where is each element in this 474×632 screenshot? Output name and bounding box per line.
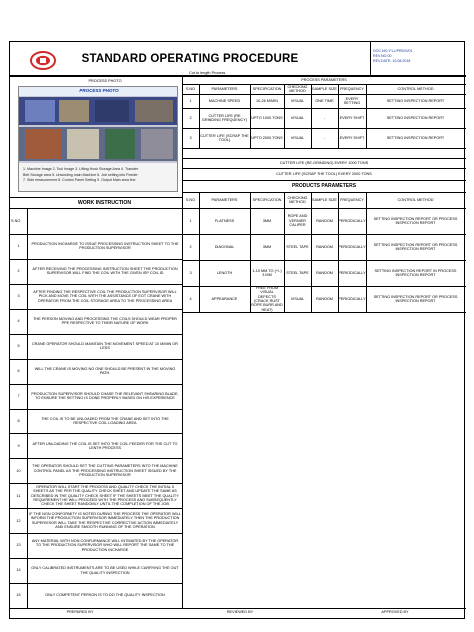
- product-param-cell: PERIODICALLY: [338, 244, 366, 249]
- grid-line: [250, 192, 251, 312]
- work-instruction-step-text: AFTER FINDING THE RESPECTIVE COIL THE PRODUCTION SUPERVISOR WILL PICK AND MOVE THE COIL WITH THE ASSISTANCE OF EOT CRANE WITH OPERATOR FROM THE COIL STORAGE AREA TO THE PROCESSING AREA: [33, 289, 177, 303]
- process-param-header: CHECKING METHOD: [287, 84, 308, 93]
- grid-line: [338, 192, 339, 312]
- grid-line: [10, 208, 182, 209]
- product-param-cell: RANDOM: [316, 270, 333, 275]
- process-param-cell: 2: [189, 115, 192, 120]
- work-instruction-step-number: 10: [16, 468, 21, 473]
- work-instruction-step-number: 3: [17, 294, 20, 299]
- process-param-cell: MACHINE SPEED: [208, 98, 241, 103]
- work-instruction-title: WORK INSTRUCTION: [77, 199, 132, 206]
- document-info: [370, 42, 466, 76]
- work-instruction-step-number: 4: [17, 319, 20, 324]
- grid-line: [366, 192, 367, 312]
- process-param-cell: UPTO 1000 TONS: [251, 115, 283, 120]
- work-instruction-step-text: CRANE OPERATOR SHOULD MAINTAIN THE MOVEMENT SPEED AT 10 M/MIN OR LESS: [31, 341, 179, 351]
- grid-line: [311, 84, 312, 148]
- product-param-cell: SETTING INSPECTION REPORT IN PROCESS INSPECTION REPORT: [374, 268, 457, 277]
- process-param-header: FREQUENCY: [340, 86, 364, 91]
- work-instruction-step-number: 8: [17, 418, 20, 423]
- grid-line: [250, 84, 251, 148]
- product-param-header: CHECKING METHOD: [287, 195, 308, 204]
- process-param-cell: CUTTER LIFE (RE GRINDING FREQUENCY): [201, 113, 248, 122]
- grid-line: [338, 84, 339, 148]
- process-param-cell: VISUAL: [290, 135, 305, 140]
- process-param-cell: 3: [189, 135, 192, 140]
- process-photo: [18, 86, 178, 192]
- process-param-header: CONTROL METHOD: [397, 86, 434, 91]
- product-param-cell: 2: [189, 244, 192, 249]
- process-param-cell: -: [323, 115, 326, 120]
- process-photo-label: PROCESS PHOTO: [88, 78, 122, 83]
- page-title: STANDARD OPERATING PROCEDURE: [10, 42, 370, 76]
- work-instruction-step-text: PRODUCTION INCHARGE TO ISSUE PROCESSING INSTRUCTION SHEET TO THE PRODUCTION SUPERVISOR: [31, 242, 179, 251]
- work-instruction-step-number: 12: [16, 518, 21, 523]
- revision-number: REV.NO:00: [373, 54, 392, 58]
- work-instruction-step-text: OPERATOR WILL START THE PROCESS AND QUALITY CHECK THE INITIAL 5 SHEETS AS THE PER THE QUALITY CHECK SHEET AND UPDATE THE SAME AS DESCRIBED IN THE QUALITY CHECK SHEET IF THE SHEETS MEET THE QUALITY REQUIREMENT HE WILL PROCEED WITH THE PROCESS AND SUBSEQUENTLY CHECK THE SHEET RANDOMLY UNTIL THE COMPLETION OF THE JOB: [31, 484, 179, 507]
- work-instruction-step-text: ANY MATERIAL WITH NON CONFURMANCE WILL INTIMATED BY THE OPERATOR TO THE PRODUCTION SUPERVISOR WHO WILL REPORT THE SAME TO THE PRODUCTION INCHARGE: [31, 539, 179, 552]
- work-instruction-step-number: 7: [17, 393, 20, 398]
- product-param-cell: SETTING INSPECTION REPORT OR PROCESS INSPECTION REPORT: [373, 216, 458, 225]
- work-instruction-step-text: ONLY COMPETENT PERSON IS TO DO THE QUALITY INSPECTION: [45, 593, 165, 598]
- sop-sheet: [9, 41, 465, 619]
- grid-line: [284, 192, 285, 312]
- process-param-cell: SETTING INSPECTION REPORT: [386, 115, 445, 120]
- work-instruction-sno-header: S.NO: [11, 218, 21, 223]
- product-param-cell: SETTING INSPECTION REPORT OR PROCESS INSPECTION REPORT: [373, 294, 458, 303]
- process-param-cell: EVERY SETTING: [343, 96, 361, 105]
- product-param-cell: PERIODICALLY: [338, 296, 366, 301]
- prepared-by-label: PREPARED BY: [66, 610, 94, 615]
- cutter-life-note: CUTTER LIFE (RE-GRINDING) EVERY 1000 TONS: [279, 160, 369, 165]
- product-param-cell: FREE FROM VISUAL DEFECTS (CRACK RUST ROPE BURR AND HEAT): [251, 286, 283, 312]
- work-instruction-step-text: WILL THE CRANE IS MOVING NO ONE SHOULD BE PRESENT IN THE MOVING PATH.: [34, 366, 176, 376]
- product-param-cell: 3MM: [262, 218, 272, 223]
- product-param-cell: 1: [189, 218, 192, 223]
- work-instruction-step-number: 5: [17, 343, 20, 348]
- work-instruction-step-text: THE OPERATOR SHOULD SET THE CUTTING PARAMETERS INTO THE MACHINE CONTROL PANEL AS THE PROCESSING INSTRUCTION SHEET ISSUED BY THE PRODUCTION SUPERVISOR: [32, 464, 178, 478]
- grid-line: [284, 84, 285, 148]
- product-param-cell: 3: [189, 270, 192, 275]
- work-instruction-step-number: 2: [17, 269, 20, 274]
- product-param-cell: VISUAL: [290, 296, 305, 301]
- product-param-header: PARAMETERS: [211, 197, 238, 202]
- product-parameters-title: PRODUCTS PARAMETERS: [291, 183, 357, 190]
- process-param-header: SAMPLE SIZE: [312, 86, 337, 91]
- product-param-cell: SETTING INSPECTION REPORT OR PROCESS INSPECTION REPORT: [373, 242, 458, 251]
- work-instruction-step-number: 14: [16, 568, 21, 573]
- company-logo-icon: [30, 51, 56, 70]
- process-param-cell: VISUAL: [290, 115, 305, 120]
- process-param-cell: VISUAL: [290, 98, 305, 103]
- work-instruction-step-text: PRODUCTION SUPERVISOR SHOULD CHASE THE RELEVANT SHEARING BLADE, TO ENSURE THE SETTING IS DONE PROPERLY BASED ON HIS EXPERIENCE: [31, 391, 179, 401]
- product-param-cell: ROPE AND VERNIER CALIPER: [287, 214, 308, 228]
- work-instruction-step-text: AFTER RECEIVING THE PROCESSING INSTRUCTION SHEET THE PRODUCTION SUPERVISOR WILL FIND THE COIL WITH THE GIVEN ISP COIL ID: [32, 266, 178, 276]
- product-param-cell: RANDOM: [316, 296, 333, 301]
- product-param-cell: PERIODICALLY: [338, 218, 366, 223]
- grid-line: [182, 312, 466, 313]
- grid-line: [199, 84, 200, 148]
- process-param-cell: EVERY SHIFT: [339, 115, 365, 120]
- work-instruction-step-number: 1: [17, 244, 20, 249]
- work-instruction-step-text: THE COIL IS TO BE UNLOADED FROM THE CRANE AND SET INTO THE RESPECTIVE COIL LOADING AREA: [41, 416, 169, 425]
- product-param-cell: STEEL TAPE: [286, 270, 309, 275]
- product-param-cell: DIAGONAL: [214, 244, 235, 249]
- product-param-cell: APPEARANCE: [211, 296, 238, 301]
- process-param-header: SPECIFICATION: [252, 86, 282, 91]
- process-param-cell: EVERY SHIFT: [339, 135, 365, 140]
- product-param-header: S.NO: [185, 197, 196, 202]
- product-param-header: SAMPLE SIZE: [312, 197, 337, 202]
- product-param-cell: 4: [189, 296, 192, 301]
- work-instruction-step-number: 15: [16, 593, 21, 598]
- work-instruction-step-number: 11: [16, 493, 21, 498]
- grid-line: [10, 76, 182, 77]
- product-param-cell: 3MM: [262, 244, 272, 249]
- revision-date: REV.DATE: 10.08.2018: [373, 59, 411, 63]
- process-param-cell: UPTO 2000 TONS: [251, 135, 283, 140]
- work-instruction-step-number: 9: [17, 443, 20, 448]
- process-param-header: PARAMETERS: [211, 86, 238, 91]
- grid-line: [311, 192, 312, 312]
- cutter-life-note: CUTTER LIFE (SCRAP THE TOOL) EVERY 2000 TONS: [276, 171, 372, 176]
- process-name: Cut to length Process: [189, 70, 226, 75]
- grid-line: [366, 84, 367, 148]
- grid-line: [182, 180, 466, 181]
- work-instruction-step-text: AFTER UNLOADING THE COIL IS SET INTO THE COIL FEEDER FOR THE CUT TO LENTH PROCESS: [32, 441, 178, 450]
- process-param-header: S.NO: [185, 86, 196, 91]
- work-instruction-step-number: 6: [17, 368, 20, 373]
- process-parameters-title: PROCESS PARAMETERS: [301, 77, 347, 82]
- product-param-cell: STEEL TAPE: [286, 244, 309, 249]
- process-param-cell: 10-26 M/MIN: [256, 98, 278, 103]
- product-param-cell: RANDOM: [316, 244, 333, 249]
- product-param-cell: FLATNESS: [214, 218, 235, 223]
- product-param-header: CONTROL METHOD: [397, 197, 434, 202]
- photo-caption: 1. Machine Image 2. Tool Image 3. Lifting Hook Storage Area 4. Transfer Belt Storage area 5. Unwinding main Machine 6. Job setting into Feeder 7. Side measurement 8. Control Panel Setting 9. Output Main area line: [23, 167, 139, 182]
- grid-line: [182, 148, 466, 149]
- process-param-cell: CUTTER LIFE (SCRAP THE TOOL): [200, 133, 249, 142]
- product-param-header: SPECIFICATION: [252, 197, 282, 202]
- grid-line: [199, 192, 200, 312]
- product-param-header: FREQUENCY: [340, 197, 364, 202]
- work-instruction-step-text: ONLY CALIBRATED INSTRUMENTS ARE TO BE USED WHILE CARRYING THE OUT THE QUALITY INSPECTION: [31, 566, 179, 575]
- process-param-cell: 1: [189, 98, 192, 103]
- approved-by-label: APPROVED BY: [381, 610, 409, 615]
- grid-line: [182, 182, 183, 608]
- work-instruction-step-number: 13: [16, 543, 21, 548]
- process-param-cell: SETTING INSPECTION REPORT: [386, 135, 445, 140]
- product-param-cell: LENGTH: [216, 270, 233, 275]
- reviewed-by-label: REVIEWED BY: [226, 610, 254, 615]
- doc-number: DOC.NO.:FLL/PRD/S/01: [373, 49, 413, 53]
- product-param-cell: PERIODICALLY: [338, 270, 366, 275]
- process-param-cell: SETTING INSPECTION REPORT: [386, 98, 445, 103]
- process-param-cell: -: [323, 135, 326, 140]
- product-param-cell: RANDOM: [316, 218, 333, 223]
- work-instruction-step-text: THE PERSON MOVING AND PROCESSING THE COILS SHOULD WEAR PROPER PPE RESPECTIVE TO THEIR NATURE OF WORK: [33, 316, 177, 326]
- work-instruction-step-text: IF THE NON CONFORMITY IS NOTED DURING THE PROCESS THE OPERATOR WILL INFORM THE PRODUCTION SUPERVISOR IMMEDIATELY THEN THE PRODUCTION SUPERVISOR WILL TAKE THE RESPECTIVE CORRECTIVE ACTION IMMEDIATELY AND ENSURE SMOOTH RUNNING OF THE OPERATION: [29, 511, 181, 530]
- photo-heading: PROCESS PHOTO: [79, 88, 119, 94]
- grid-line: [27, 208, 28, 608]
- process-param-cell: ONE TIME: [315, 98, 334, 103]
- product-param-cell: 1-10 MM TO (+/-) 3 MM: [252, 268, 282, 277]
